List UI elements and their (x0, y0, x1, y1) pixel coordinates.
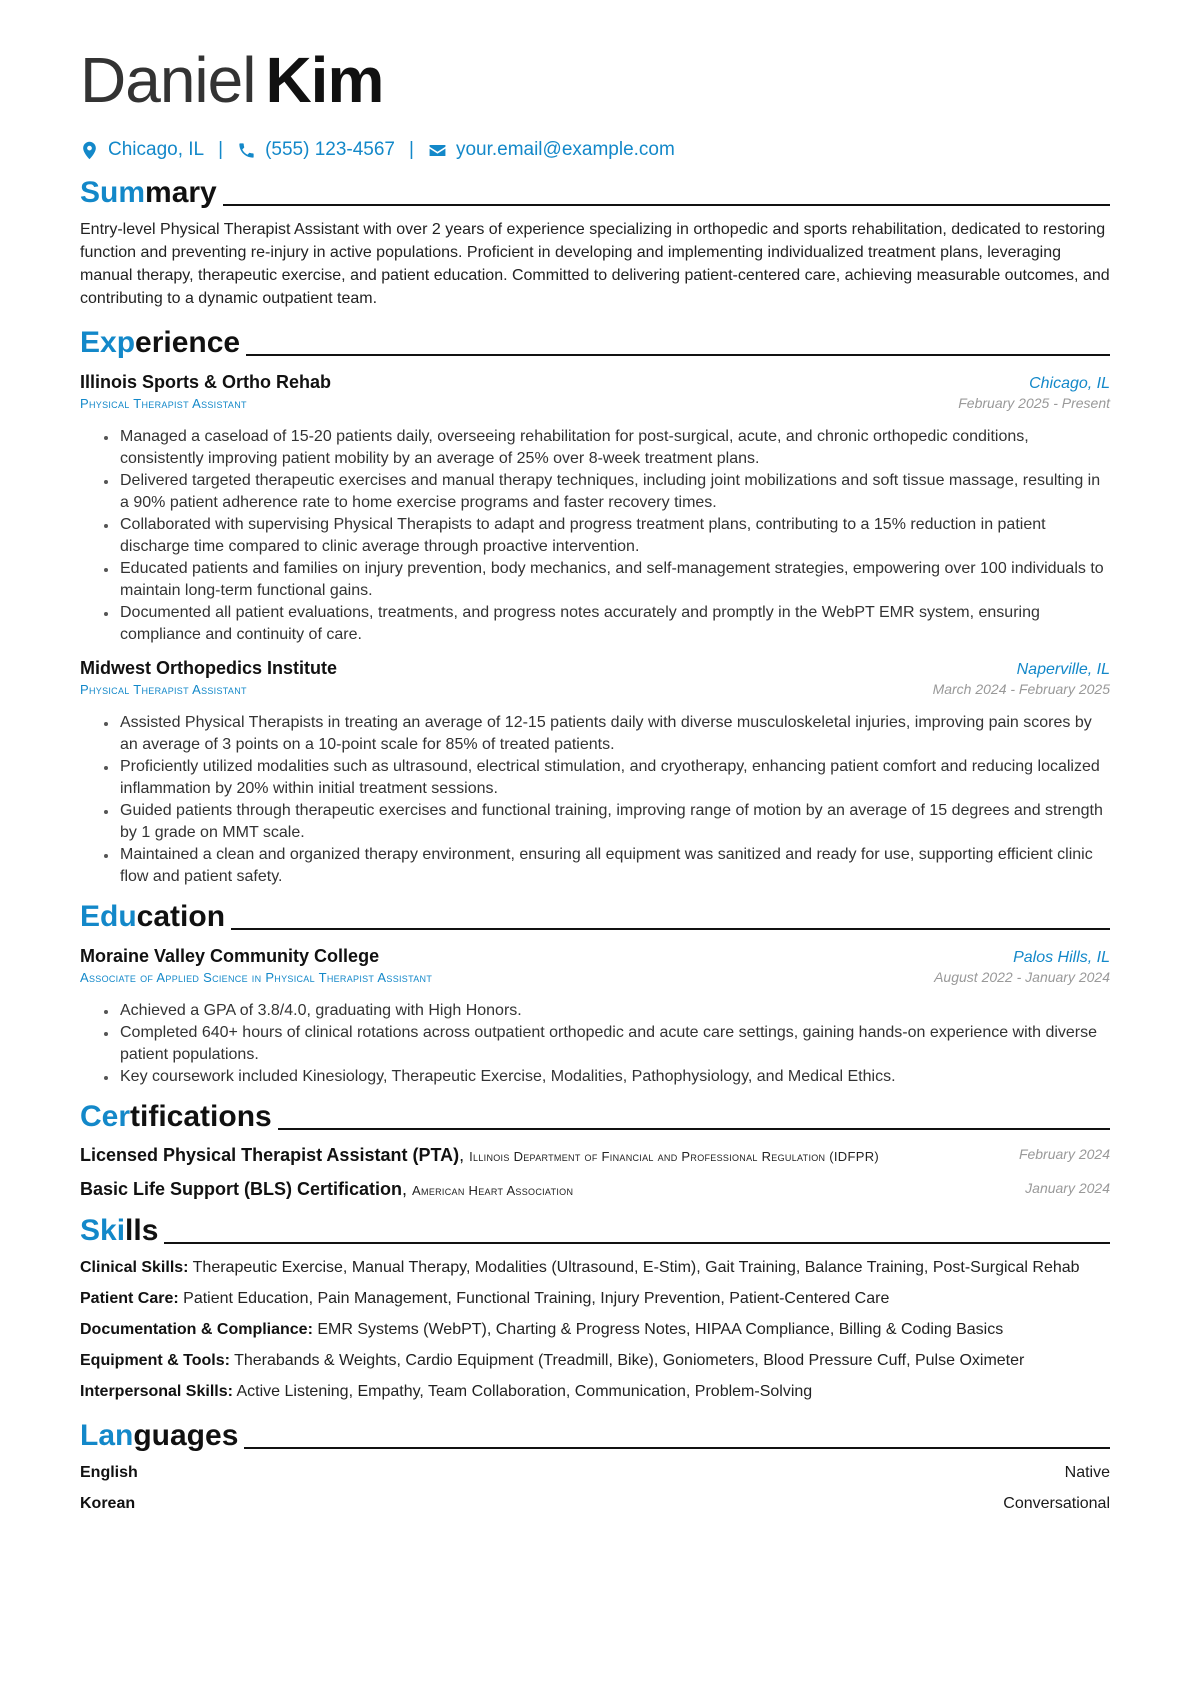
certification-name: Licensed Physical Therapist Assistant (PTA) (80, 1145, 460, 1165)
contact-phone[interactable] (237, 139, 395, 161)
bullet-item: • Assisted Physical Therapists in treating an average of 12-15 patients daily with diverse musculoskeletal injuries, improving pain scores by an average of 3 points on a 10-point scale for 85% of treated patients. (118, 712, 1110, 756)
skills-title-accent: Ski (80, 1214, 126, 1247)
job-entry (80, 656, 1110, 888)
bullet-item: • Achieved a GPA of 3.8/4.0, graduating with High Honors. (118, 1000, 1110, 1022)
summary-heading (80, 174, 1110, 210)
skill-value: Therapeutic Exercise, Manual Therapy, Modalities (Ultrasound, E-Stim), Gait Training, Balance Training, Post-Surgical Rehab (192, 1259, 1080, 1276)
job-entry (80, 370, 1110, 646)
section-rule (278, 1128, 1110, 1130)
skill-label: Documentation & Compliance: (80, 1321, 313, 1338)
contact-email[interactable] (428, 139, 675, 161)
language-level: Conversational (1003, 1495, 1110, 1512)
phone-icon (237, 141, 256, 160)
certification-date: February 2024 (1018, 1146, 1110, 1162)
bullet-item: • Documented all patient evaluations, treatments, and progress notes accurately and promptly in the WebPT EMR system, ensuring compliance and continuity of care. (118, 602, 1110, 646)
first-name: Daniel (80, 44, 256, 116)
last-name: Kim (265, 44, 384, 116)
section-rule (231, 928, 1110, 930)
phone-text: (555) 123-4567 (265, 139, 395, 160)
job-location: Chicago, IL (1029, 375, 1110, 392)
contact-separator: | (218, 139, 224, 160)
skills-heading (80, 1212, 1110, 1248)
skill-row (80, 1287, 1110, 1310)
skill-row (80, 1380, 1110, 1403)
skill-row (80, 1256, 1110, 1279)
education-entry (80, 944, 1110, 1088)
certifications-title-rest: tifications (130, 1100, 272, 1133)
bullet-item: • Guided patients through therapeutic exercises and functional training, improving range of motion by an average of 15 degrees and strength by 1 grade on MMT scale. (118, 800, 1110, 844)
school-name: Moraine Valley Community College (80, 946, 380, 966)
summary-title-accent: Sum (80, 176, 146, 209)
bullet-item: • Completed 640+ hours of clinical rotations across outpatient orthopedic and acute care settings, gaining hands-on experience with diverse patient populations. (118, 1022, 1110, 1066)
skill-row (80, 1349, 1110, 1372)
skill-value: EMR Systems (WebPT), Charting & Progress Notes, HIPAA Compliance, Billing & Coding Basics (317, 1321, 1004, 1338)
skill-value: Active Listening, Empathy, Team Collaboration, Communication, Problem-Solving (236, 1383, 813, 1400)
language-name: Korean (80, 1495, 136, 1512)
summary-title-rest: mary (145, 176, 217, 209)
certifications-heading (80, 1098, 1110, 1134)
job-location: Naperville, IL (1016, 661, 1110, 678)
certification-item: Basic Life Support (BLS) Certification, American Heart Association January 2024 (80, 1179, 1110, 1199)
skill-label: Clinical Skills: (80, 1259, 189, 1276)
degree-name: Associate of Applied Science in Physical Therapist Assistant (80, 970, 433, 985)
certification-issuer: American Heart Association (412, 1183, 574, 1198)
section-rule (244, 1447, 1110, 1449)
employer-name: Midwest Orthopedics Institute (80, 658, 338, 678)
employer-name: Illinois Sports & Ortho Rehab (80, 372, 332, 392)
job-bullets (80, 712, 1110, 888)
location-text: Chicago, IL (108, 139, 205, 160)
certification-issuer: Illinois Department of Financial and Professional Regulation (IDFPR) (469, 1149, 880, 1164)
email-link: your.email@example.com (455, 139, 675, 160)
bullet-item: • Maintained a clean and organized therapy environment, ensuring all equipment was sanitized and ready for use, supporting efficient clinic flow and patient safety. (118, 844, 1110, 888)
language-row (80, 1462, 1110, 1484)
section-rule (246, 354, 1110, 356)
experience-title-rest: erience (135, 326, 241, 359)
job-bullets (80, 426, 1110, 646)
skill-value: Patient Education, Pain Management, Functional Training, Injury Prevention, Patient-Centered Care (183, 1290, 890, 1307)
certifications-title-accent: Cer (80, 1100, 131, 1133)
school-location: Palos Hills, IL (1013, 949, 1110, 966)
languages-title-accent: Lan (80, 1419, 134, 1452)
certification-name: Basic Life Support (BLS) Certification (80, 1179, 403, 1199)
skill-label: Interpersonal Skills: (80, 1383, 233, 1400)
skill-row (80, 1318, 1110, 1341)
candidate-name (80, 44, 1110, 116)
envelope-icon (428, 141, 447, 160)
bullet-item: • Key coursework included Kinesiology, Therapeutic Exercise, Modalities, Pathophysiology, and Medical Ethics. (118, 1066, 1110, 1088)
section-rule (223, 204, 1110, 206)
language-level: Native (1064, 1464, 1110, 1481)
school-dates: August 2022 - January 2024 (934, 969, 1110, 985)
experience-heading (80, 324, 1110, 360)
contact-separator: | (409, 139, 414, 160)
certification-item: Licensed Physical Therapist Assistant (PTA), Illinois Department of Financial and Professional Regulation (IDFPR) February 2024 (80, 1145, 1110, 1165)
contact-bar (80, 136, 1110, 164)
skill-value: Therabands & Weights, Cardio Equipment (Treadmill, Bike), Goniometers, Blood Pressure Cuff, Pulse Oximeter (234, 1352, 1025, 1369)
bullet-item: • Proficiently utilized modalities such as ultrasound, electrical stimulation, and cryotherapy, enhancing patient comfort and reducing localized inflammation by 20% within initial treatment sessions. (118, 756, 1110, 800)
education-title-rest: cation (136, 900, 226, 933)
education-heading (80, 898, 1110, 934)
job-title: Physical Therapist Assistant (80, 682, 247, 697)
bullet-item: • Educated patients and families on injury prevention, body mechanics, and self-management strategies, empowering over 100 individuals to maintain long-term functional gains. (118, 558, 1110, 602)
skills-title-rest: lls (125, 1214, 159, 1247)
summary-text: Entry-level Physical Therapist Assistant with over 2 years of experience specializing in orthopedic and sports rehabilitation, dedicated to restoring function and preventing re-injury in active populations. Proficient in developing and implementing individualized treatment plans, leveraging manual therapy, therapeutic exercise, and patient education. Committed to delivering patient-centered care, achieving measurable outcomes, and contributing to a dynamic outpatient team. (80, 221, 1110, 307)
education-bullets (80, 1000, 1110, 1088)
bullet-item: • Managed a caseload of 15-20 patients daily, overseeing rehabilitation for post-surgical, acute, and chronic orthopedic conditions, consistently improving patient mobility by an average of 25% over 8-week treatment plans. (118, 426, 1110, 470)
education-title-accent: Edu (80, 900, 137, 933)
skill-label: Equipment & Tools: (80, 1352, 230, 1369)
certification-date: January 2024 (1025, 1180, 1110, 1196)
map-pin-icon (80, 141, 99, 160)
job-dates: March 2024 - February 2025 (932, 681, 1110, 697)
experience-title-accent: Exp (80, 326, 136, 359)
bullet-item: • Delivered targeted therapeutic exercises and manual therapy techniques, including joint mobilizations and soft tissue massage, resulting in a 90% patient adherence rate to home exercise programs and faster recovery times. (118, 470, 1110, 514)
language-name: English (80, 1464, 138, 1481)
job-title: Physical Therapist Assistant (80, 396, 247, 411)
languages-heading (80, 1417, 1110, 1453)
language-row (80, 1493, 1110, 1515)
languages-title-rest: guages (133, 1419, 239, 1452)
contact-location (80, 139, 204, 161)
section-rule (164, 1242, 1110, 1244)
bullet-item: • Collaborated with supervising Physical Therapists to adapt and progress treatment plans, contributing to a 15% reduction in patient discharge time compared to clinic average through proactive intervention. (118, 514, 1110, 558)
job-dates: February 2025 - Present (958, 395, 1110, 411)
skill-label: Patient Care: (80, 1290, 179, 1307)
